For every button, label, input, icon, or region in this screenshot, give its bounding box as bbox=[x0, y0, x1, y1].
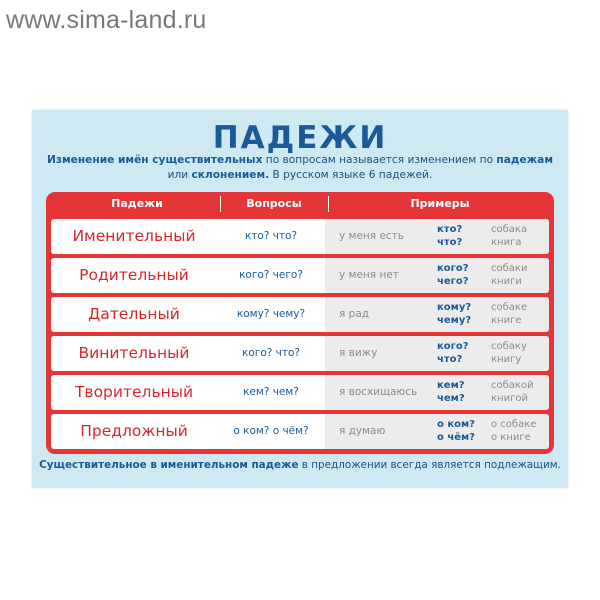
example-cell bbox=[325, 336, 549, 371]
case-name: Родительный bbox=[79, 266, 189, 284]
example-noun-1: собаку bbox=[491, 341, 527, 352]
example-cell bbox=[325, 297, 549, 332]
header-examples: Примеры bbox=[410, 197, 470, 210]
watermark: www.sima-land.ru bbox=[6, 6, 207, 34]
case-name: Винительный bbox=[78, 344, 190, 362]
example-nouns bbox=[491, 224, 547, 249]
example-cell bbox=[325, 258, 549, 293]
example-question-1: кого? bbox=[437, 263, 469, 274]
case-name: Именительный bbox=[72, 227, 196, 245]
example-noun-1: собаки bbox=[491, 263, 528, 274]
example-phrase: я вижу bbox=[339, 347, 378, 359]
example-phrase: я восхищаюсь bbox=[339, 386, 418, 398]
table-row bbox=[51, 414, 549, 449]
case-questions: кого? что? bbox=[242, 347, 300, 359]
example-question-2: чему? bbox=[437, 314, 472, 326]
example-nouns bbox=[491, 419, 547, 444]
example-noun-2: книгой bbox=[491, 392, 528, 404]
cases-table bbox=[46, 192, 554, 454]
example-noun-2: книга bbox=[491, 236, 522, 248]
table-row bbox=[51, 375, 549, 410]
case-name: Дательный bbox=[88, 305, 180, 323]
example-phrase: у меня есть bbox=[339, 230, 404, 242]
intro-emphasis-nouns: Изменение имён существительных bbox=[47, 154, 263, 166]
example-questions bbox=[437, 341, 487, 366]
intro-text-part: В русском языке 6 падежей. bbox=[269, 169, 433, 181]
table-row bbox=[51, 258, 549, 293]
example-cell bbox=[325, 375, 549, 410]
example-questions bbox=[437, 263, 487, 288]
table-row bbox=[51, 219, 549, 254]
poster-card bbox=[32, 110, 568, 488]
example-noun-2: книге bbox=[491, 314, 522, 326]
page-title: ПАДЕЖИ bbox=[212, 120, 388, 156]
example-phrase: я рад bbox=[339, 308, 370, 320]
example-question-1: кому? bbox=[437, 302, 472, 313]
case-questions: кем? чем? bbox=[243, 386, 299, 398]
footer-rule bbox=[32, 459, 568, 471]
footer-text: в предложении всегда является подлежащим. bbox=[298, 459, 561, 471]
example-noun-1: собакой bbox=[491, 380, 534, 391]
case-questions: кому? чему? bbox=[236, 308, 306, 320]
case-name: Предложный bbox=[80, 422, 188, 440]
table-row bbox=[51, 297, 549, 332]
intro-emphasis-declension: склонением. bbox=[191, 169, 270, 181]
example-question-2: о чём? bbox=[437, 431, 475, 443]
example-questions bbox=[437, 380, 487, 405]
intro-text bbox=[44, 153, 556, 183]
example-question-2: что? bbox=[437, 353, 463, 365]
example-cell bbox=[325, 414, 549, 449]
header-questions: Вопросы bbox=[246, 197, 302, 210]
example-noun-1: собаке bbox=[491, 302, 528, 313]
example-nouns bbox=[491, 380, 547, 405]
example-question-1: о ком? bbox=[437, 419, 475, 430]
example-phrase: у меня нет bbox=[339, 269, 399, 281]
example-nouns bbox=[491, 302, 547, 327]
example-question-2: что? bbox=[437, 236, 463, 248]
intro-emphasis-cases: падежам bbox=[496, 154, 553, 166]
example-cell bbox=[325, 219, 549, 254]
footer-emphasis: Существительное в именительном падеже bbox=[39, 459, 299, 471]
table-row bbox=[51, 336, 549, 371]
example-question-2: чем? bbox=[437, 392, 465, 404]
example-phrase: я думаю bbox=[339, 425, 386, 437]
example-question-1: кто? bbox=[437, 224, 463, 235]
case-questions: о ком? о чём? bbox=[233, 425, 309, 437]
example-questions bbox=[437, 419, 487, 444]
example-question-1: кем? bbox=[437, 380, 465, 391]
header-cases: Падежи bbox=[111, 197, 163, 210]
example-question-1: кого? bbox=[437, 341, 469, 352]
example-questions bbox=[437, 224, 487, 249]
example-noun-2: о книге bbox=[491, 431, 531, 443]
example-noun-2: книгу bbox=[491, 353, 522, 365]
example-noun-1: собака bbox=[491, 224, 528, 235]
case-questions: кого? чего? bbox=[239, 269, 303, 281]
case-name: Творительный bbox=[74, 383, 194, 401]
intro-text-part: по вопросам называется изменением по bbox=[262, 154, 497, 166]
example-question-2: чего? bbox=[437, 275, 469, 287]
intro-text-part: или bbox=[167, 169, 192, 181]
example-nouns bbox=[491, 263, 547, 288]
example-noun-1: о собаке bbox=[491, 419, 537, 430]
example-nouns bbox=[491, 341, 547, 366]
case-questions: кто? что? bbox=[244, 230, 298, 242]
example-questions bbox=[437, 302, 487, 327]
example-noun-2: книги bbox=[491, 275, 522, 287]
table-header bbox=[46, 192, 554, 216]
